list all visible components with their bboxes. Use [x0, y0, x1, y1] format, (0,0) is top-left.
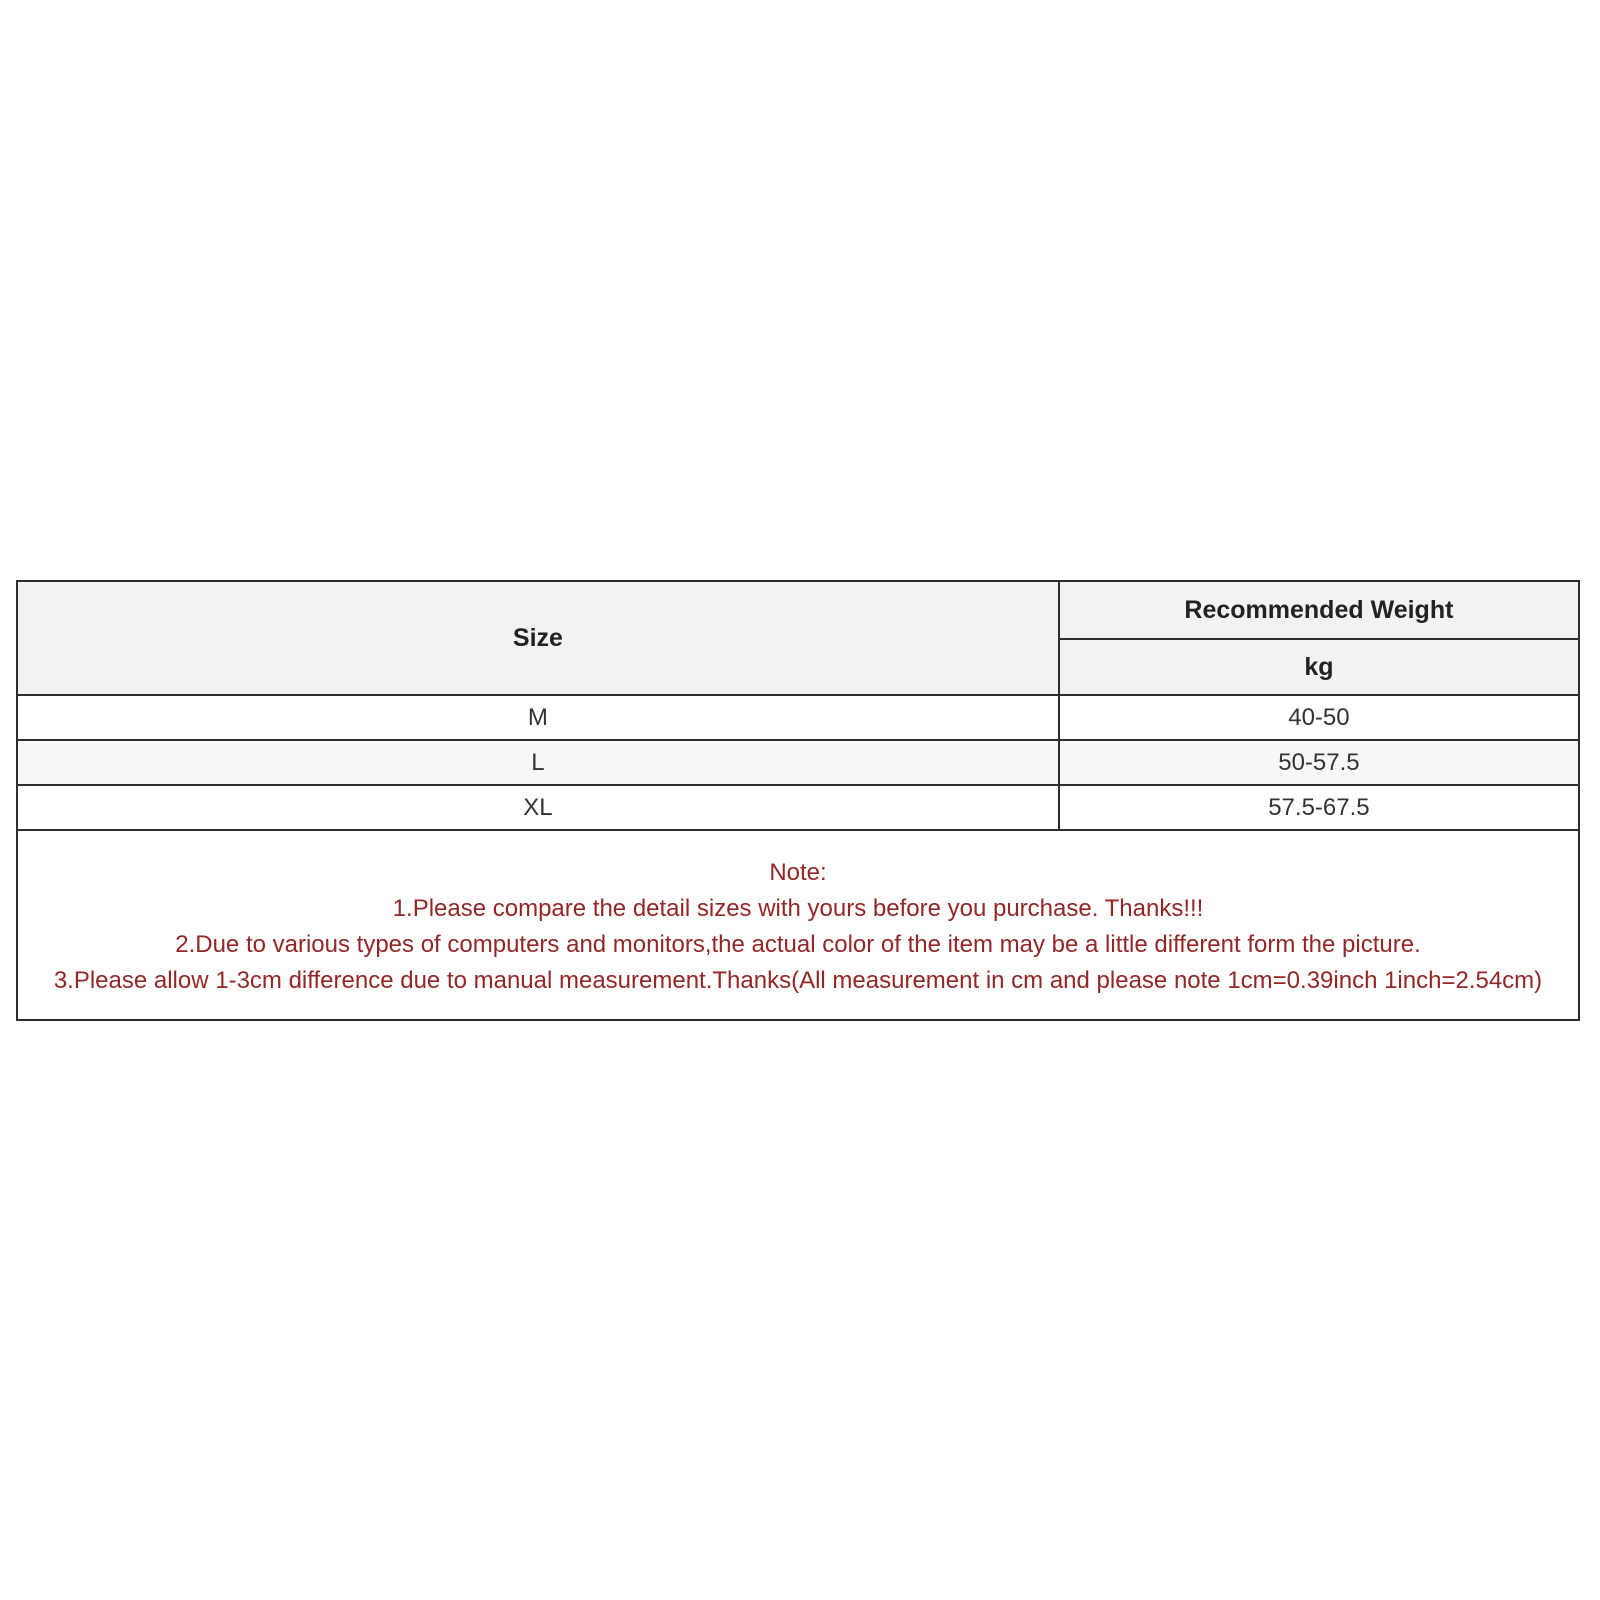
note-cell	[17, 830, 1579, 1020]
note-line-1: 1.Please compare the detail sizes with yours before you purchase. Thanks!!!	[392, 895, 1204, 922]
weight-value-l: 50-57.5	[1059, 740, 1579, 785]
note-line-3: 3.Please allow 1-3cm difference due to manual measurement.Thanks(All measurement in cm and please note 1cm=0.39inch 1inch=2.54cm)	[53, 967, 1543, 994]
note-title: Note:	[769, 859, 827, 886]
note-line-2: 2.Due to various types of computers and monitors,the actual color of the item may be a little different form the picture.	[175, 931, 1421, 958]
size-column-header: Size	[17, 581, 1059, 695]
size-value-l: L	[17, 740, 1059, 785]
weight-unit-header: kg	[1059, 639, 1579, 695]
table-row-m	[17, 695, 1579, 740]
header-row-weight	[17, 581, 1579, 639]
size-value-xl: XL	[17, 785, 1059, 830]
note-row	[17, 830, 1579, 1020]
weight-value-xl: 57.5-67.5	[1059, 785, 1579, 830]
recommended-weight-header: Recommended Weight	[1059, 581, 1579, 639]
table-row-xl	[17, 785, 1579, 830]
size-value-m: M	[17, 695, 1059, 740]
table-row-l	[17, 740, 1579, 785]
size-chart-table	[16, 580, 1580, 1021]
weight-value-m: 40-50	[1059, 695, 1579, 740]
